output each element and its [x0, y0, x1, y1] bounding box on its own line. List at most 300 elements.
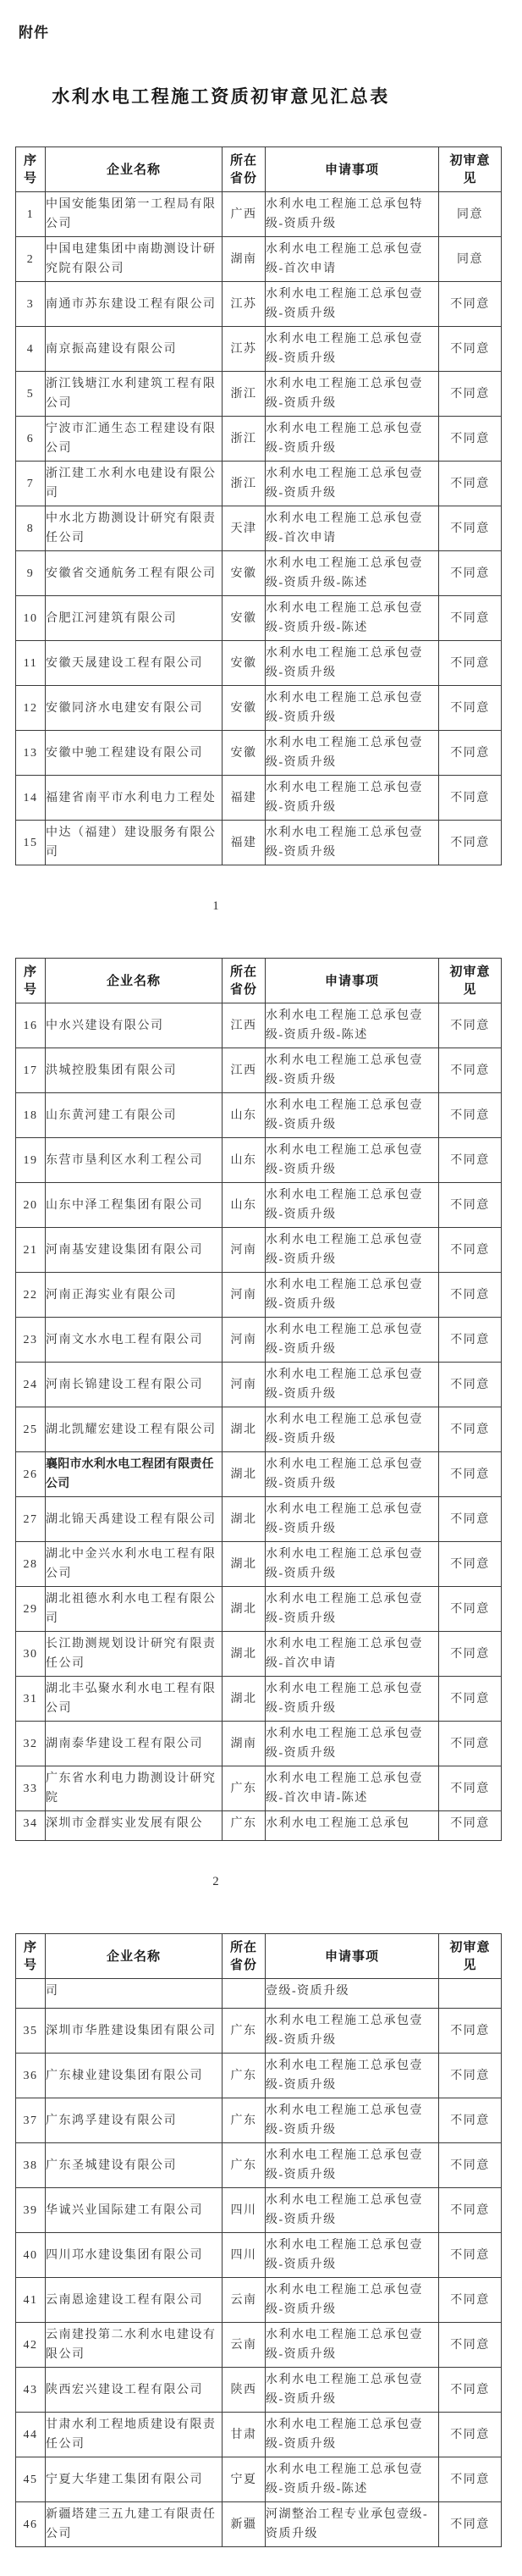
cell-province: 天津	[223, 506, 266, 551]
cell-matter: 水利水电工程施工总承包壹级-资质升级-陈述	[266, 551, 439, 596]
cell-matter: 水利水电工程施工总承包壹级-资质升级-陈述	[266, 596, 439, 641]
table-row	[16, 2098, 502, 2143]
cell-company: 云南建投第二水利水电建设有限公司	[46, 2323, 223, 2368]
cell-opinion: 不同意	[439, 1722, 502, 1766]
cell-no: 30	[16, 1632, 46, 1677]
cell-province: 山东	[223, 1183, 266, 1228]
cell-province: 河南	[223, 1318, 266, 1363]
cell-province: 安徽	[223, 686, 266, 731]
cell-opinion: 不同意	[439, 2502, 502, 2547]
cell-province: 湖北	[223, 1632, 266, 1677]
cell-matter: 水利水电工程施工总承包壹级-资质升级	[266, 1587, 439, 1632]
cell-company: 新疆塔建三五九建工有限责任公司	[46, 2502, 223, 2547]
cell-province: 福建	[223, 776, 266, 821]
cell-no: 19	[16, 1138, 46, 1183]
cell-opinion: 同意	[439, 192, 502, 237]
cell-company: 广东省水利电力勘测设计研究院	[46, 1766, 223, 1811]
cell-matter: 水利水电工程施工总承包壹级-资质升级	[266, 1497, 439, 1542]
cell-opinion: 不同意	[439, 1766, 502, 1811]
cell-opinion: 不同意	[439, 327, 502, 372]
cell-matter: 水利水电工程施工总承包壹级-资质升级	[266, 282, 439, 327]
column-header-matter: 申请事项	[266, 1934, 439, 1979]
cell-matter: 水利水电工程施工总承包壹级-资质升级	[266, 2009, 439, 2054]
cell-company: 福建省南平市水利电力工程处	[46, 776, 223, 821]
cell-province: 江西	[223, 1048, 266, 1093]
cell-matter: 水利水电工程施工总承包壹级-资质升级	[266, 2323, 439, 2368]
cell-matter: 水利水电工程施工总承包壹级-首次申请	[266, 1632, 439, 1677]
cell-company: 中达（福建）建设服务有限公司	[46, 821, 223, 865]
cell-no: 27	[16, 1497, 46, 1542]
cell-company: 广东圣城建设有限公司	[46, 2143, 223, 2188]
table-row	[16, 731, 502, 776]
cell-no: 6	[16, 417, 46, 462]
cell-no: 43	[16, 2368, 46, 2413]
table-row	[16, 417, 502, 462]
cell-no: 32	[16, 1722, 46, 1766]
cell-matter: 水利水电工程施工总承包壹级-资质升级	[266, 2278, 439, 2323]
table-row	[16, 1766, 502, 1811]
cell-company: 湖北中金兴水利水电工程有限公司	[46, 1542, 223, 1587]
cell-company: 中国安能集团第一工程局有限公司	[46, 192, 223, 237]
cell-opinion: 不同意	[439, 1677, 502, 1722]
cell-province: 湖北	[223, 1587, 266, 1632]
cell-no: 4	[16, 327, 46, 372]
cell-province: 四川	[223, 2233, 266, 2278]
cell-no: 14	[16, 776, 46, 821]
cell-company: 陕西宏兴建设工程有限公司	[46, 2368, 223, 2413]
cell-province: 湖北	[223, 1677, 266, 1722]
table-row	[16, 1632, 502, 1677]
document-body	[0, 146, 522, 2547]
cell-no: 31	[16, 1677, 46, 1722]
cell-company: 中水兴建设有限公司	[46, 1003, 223, 1048]
cell-matter: 水利水电工程施工总承包壹级-资质升级	[266, 821, 439, 865]
column-header-opinion: 初审意见	[439, 1934, 502, 1979]
cell-province: 江苏	[223, 282, 266, 327]
cell-no: 17	[16, 1048, 46, 1093]
table-row	[16, 1452, 502, 1497]
column-header-no: 序号	[16, 959, 46, 1003]
cell-no: 33	[16, 1766, 46, 1811]
cell-province: 浙江	[223, 372, 266, 417]
cell-no: 15	[16, 821, 46, 865]
cell-no: 12	[16, 686, 46, 731]
table-row	[16, 1542, 502, 1587]
cell-no: 7	[16, 462, 46, 506]
cell-matter: 水利水电工程施工总承包壹级-资质升级	[266, 776, 439, 821]
cell-company: 甘肃水利工程地质建设有限责任公司	[46, 2413, 223, 2457]
column-header-no: 序号	[16, 1934, 46, 1979]
table-row	[16, 2143, 502, 2188]
cell-company: 洪城控股集团有限公司	[46, 1048, 223, 1093]
column-header-company: 企业名称	[46, 1934, 223, 1979]
table-row	[16, 2323, 502, 2368]
cell-matter: 水利水电工程施工总承包壹级-资质升级	[266, 372, 439, 417]
cell-matter: 水利水电工程施工总承包壹级-资质升级	[266, 1048, 439, 1093]
table-row	[16, 821, 502, 865]
table-row	[16, 1093, 502, 1138]
cell-province: 新疆	[223, 2502, 266, 2547]
table-row	[16, 1363, 502, 1407]
cell-matter: 水利水电工程施工总承包壹级-资质升级	[266, 2413, 439, 2457]
cell-matter: 水利水电工程施工总承包壹级-资质升级	[266, 1228, 439, 1273]
column-header-company: 企业名称	[46, 959, 223, 1003]
cell-company: 深圳市金群实业发展有限公	[46, 1811, 223, 1841]
cell-no: 20	[16, 1183, 46, 1228]
cell-matter: 水利水电工程施工总承包壹级-资质升级	[266, 2368, 439, 2413]
cell-opinion: 不同意	[439, 731, 502, 776]
table-row	[16, 776, 502, 821]
table-row	[16, 2054, 502, 2098]
cell-matter: 水利水电工程施工总承包壹级-首次申请-陈述	[266, 1766, 439, 1811]
cell-no: 5	[16, 372, 46, 417]
cell-company: 安徽省交通航务工程有限公司	[46, 551, 223, 596]
cell-opinion	[439, 1979, 502, 2009]
cell-company: 安徽同济水电建安有限公司	[46, 686, 223, 731]
cell-matter: 水利水电工程施工总承包特级-资质升级	[266, 192, 439, 237]
table-row	[16, 462, 502, 506]
cell-opinion: 不同意	[439, 2413, 502, 2457]
cell-opinion: 不同意	[439, 1632, 502, 1677]
cell-no: 41	[16, 2278, 46, 2323]
cell-matter: 水利水电工程施工总承包壹级-资质升级	[266, 641, 439, 686]
cell-no: 40	[16, 2233, 46, 2278]
cell-province: 四川	[223, 2188, 266, 2233]
header-row	[16, 147, 502, 192]
cell-province: 广东	[223, 2054, 266, 2098]
cell-company: 山东中泽工程集团有限公司	[46, 1183, 223, 1228]
cell-company: 河南基安建设集团有限公司	[46, 1228, 223, 1273]
cell-province: 宁夏	[223, 2457, 266, 2502]
cell-opinion: 不同意	[439, 2009, 502, 2054]
table-row	[16, 1722, 502, 1766]
cell-opinion: 不同意	[439, 1318, 502, 1363]
cell-matter: 水利水电工程施工总承包壹级-资质升级	[266, 417, 439, 462]
cell-no: 38	[16, 2143, 46, 2188]
cell-province: 陕西	[223, 2368, 266, 2413]
cell-company: 云南恩途建设工程有限公司	[46, 2278, 223, 2323]
table-row	[16, 1183, 502, 1228]
table-row	[16, 2368, 502, 2413]
cell-company: 长江勘测规划设计研究有限责任公司	[46, 1632, 223, 1677]
cell-no: 29	[16, 1587, 46, 1632]
cell-matter: 水利水电工程施工总承包壹级-资质升级	[266, 1138, 439, 1183]
cell-province: 浙江	[223, 417, 266, 462]
cell-no: 42	[16, 2323, 46, 2368]
table-row	[16, 2502, 502, 2547]
column-header-matter: 申请事项	[266, 959, 439, 1003]
cell-province: 甘肃	[223, 2413, 266, 2457]
table-row	[16, 237, 502, 282]
cell-no: 39	[16, 2188, 46, 2233]
cell-province: 云南	[223, 2323, 266, 2368]
cell-company: 中国电建集团中南勘测设计研究院有限公司	[46, 237, 223, 282]
cell-opinion: 不同意	[439, 1183, 502, 1228]
cell-matter: 水利水电工程施工总承包壹级-资质升级-陈述	[266, 2457, 439, 2502]
cell-opinion: 不同意	[439, 2098, 502, 2143]
cell-matter: 水利水电工程施工总承包壹级-资质升级	[266, 1452, 439, 1497]
page-number: 1	[212, 899, 219, 913]
cell-opinion: 不同意	[439, 641, 502, 686]
cell-opinion: 同意	[439, 237, 502, 282]
cell-province: 河南	[223, 1228, 266, 1273]
cell-province: 广东	[223, 1811, 266, 1841]
cell-province: 江西	[223, 1003, 266, 1048]
cell-no: 9	[16, 551, 46, 596]
cell-matter: 水利水电工程施工总承包	[266, 1811, 439, 1841]
table-row	[16, 1979, 502, 2009]
column-header-province: 所在省份	[223, 1934, 266, 1979]
table-row	[16, 1228, 502, 1273]
cell-matter: 壹级-资质升级	[266, 1979, 439, 2009]
cell-company: 深圳市华胜建设集团有限公司	[46, 2009, 223, 2054]
cell-no: 28	[16, 1542, 46, 1587]
cell-province: 广东	[223, 1766, 266, 1811]
cell-matter: 水利水电工程施工总承包壹级-资质升级	[266, 1273, 439, 1318]
table-row	[16, 1048, 502, 1093]
cell-no: 21	[16, 1228, 46, 1273]
table-row	[16, 282, 502, 327]
table-row	[16, 1811, 502, 1841]
cell-opinion: 不同意	[439, 1497, 502, 1542]
cell-opinion: 不同意	[439, 2233, 502, 2278]
cell-opinion: 不同意	[439, 417, 502, 462]
cell-opinion: 不同意	[439, 1228, 502, 1273]
cell-opinion: 不同意	[439, 1587, 502, 1632]
table-row	[16, 596, 502, 641]
cell-company: 襄阳市水利水电工程团有限责任公司	[46, 1452, 223, 1497]
cell-opinion: 不同意	[439, 506, 502, 551]
table-row	[16, 641, 502, 686]
cell-matter: 水利水电工程施工总承包壹级-资质升级	[266, 1722, 439, 1766]
cell-matter: 水利水电工程施工总承包壹级-资质升级	[266, 1407, 439, 1452]
cell-company: 湖北丰弘聚水利水电工程有限公司	[46, 1677, 223, 1722]
table-row	[16, 1497, 502, 1542]
cell-opinion: 不同意	[439, 1048, 502, 1093]
cell-province: 湖北	[223, 1497, 266, 1542]
cell-company: 四川邛水建设集团有限公司	[46, 2233, 223, 2278]
cell-no: 13	[16, 731, 46, 776]
table-row	[16, 2413, 502, 2457]
cell-matter: 水利水电工程施工总承包壹级-资质升级	[266, 1183, 439, 1228]
header-row	[16, 1934, 502, 1979]
table-row	[16, 686, 502, 731]
table-row	[16, 551, 502, 596]
cell-province: 湖北	[223, 1542, 266, 1587]
cell-matter: 水利水电工程施工总承包壹级-首次申请	[266, 237, 439, 282]
cell-company: 湖北祖德水利水电工程有限公司	[46, 1587, 223, 1632]
column-header-opinion: 初审意见	[439, 959, 502, 1003]
cell-company: 河南文水水电工程有限公司	[46, 1318, 223, 1363]
cell-province: 山东	[223, 1138, 266, 1183]
cell-province: 河南	[223, 1273, 266, 1318]
cell-province: 广西	[223, 192, 266, 237]
cell-company: 湖北锦天禹建设工程有限公司	[46, 1497, 223, 1542]
cell-matter: 水利水电工程施工总承包壹级-资质升级	[266, 2188, 439, 2233]
cell-province: 浙江	[223, 462, 266, 506]
table-page-section	[0, 146, 522, 914]
cell-matter: 水利水电工程施工总承包壹级-首次申请	[266, 506, 439, 551]
cell-province: 安徽	[223, 731, 266, 776]
cell-matter: 水利水电工程施工总承包壹级-资质升级	[266, 2054, 439, 2098]
cell-company: 南通市苏东建设工程有限公司	[46, 282, 223, 327]
cell-no: 34	[16, 1811, 46, 1841]
table-row	[16, 1407, 502, 1452]
cell-company: 河南长锦建设工程有限公司	[46, 1363, 223, 1407]
cell-opinion: 不同意	[439, 2368, 502, 2413]
cell-province: 广东	[223, 2098, 266, 2143]
cell-company: 中水北方勘测设计研究有限责任公司	[46, 506, 223, 551]
cell-opinion: 不同意	[439, 1003, 502, 1048]
cell-company: 安徽天晟建设工程有限公司	[46, 641, 223, 686]
cell-opinion: 不同意	[439, 1452, 502, 1497]
cell-matter: 水利水电工程施工总承包壹级-资质升级	[266, 1318, 439, 1363]
cell-no: 25	[16, 1407, 46, 1452]
cell-company: 浙江建工水利水电建设有限公司	[46, 462, 223, 506]
cell-company: 山东黄河建工有限公司	[46, 1093, 223, 1138]
cell-no: 23	[16, 1318, 46, 1363]
cell-province: 山东	[223, 1093, 266, 1138]
cell-no: 8	[16, 506, 46, 551]
table-row	[16, 2188, 502, 2233]
table-page-section	[0, 1933, 522, 2547]
cell-company: 湖南泰华建设工程有限公司	[46, 1722, 223, 1766]
column-header-company: 企业名称	[46, 147, 223, 192]
cell-matter: 河湖整治工程专业承包壹级-资质升级	[266, 2502, 439, 2547]
table-row	[16, 506, 502, 551]
cell-company: 广东棣业建设集团有限公司	[46, 2054, 223, 2098]
header-row	[16, 959, 502, 1003]
cell-province: 湖北	[223, 1407, 266, 1452]
cell-province: 湖南	[223, 237, 266, 282]
summary-table	[15, 146, 502, 865]
cell-no: 46	[16, 2502, 46, 2547]
cell-opinion: 不同意	[439, 596, 502, 641]
table-row	[16, 1273, 502, 1318]
cell-company: 广东鸿孚建设有限公司	[46, 2098, 223, 2143]
cell-province: 福建	[223, 821, 266, 865]
table-row	[16, 372, 502, 417]
cell-opinion: 不同意	[439, 2054, 502, 2098]
cell-matter: 水利水电工程施工总承包壹级-资质升级	[266, 2143, 439, 2188]
cell-no: 37	[16, 2098, 46, 2143]
cell-no: 16	[16, 1003, 46, 1048]
table-row	[16, 1138, 502, 1183]
cell-opinion: 不同意	[439, 2323, 502, 2368]
table-row	[16, 1677, 502, 1722]
cell-company: 司	[46, 1979, 223, 2009]
table-row	[16, 2009, 502, 2054]
cell-province: 江苏	[223, 327, 266, 372]
page-title: 水利水电工程施工资质初审意见汇总表	[52, 87, 390, 107]
cell-opinion: 不同意	[439, 1542, 502, 1587]
column-header-matter: 申请事项	[266, 147, 439, 192]
cell-no: 45	[16, 2457, 46, 2502]
cell-company: 浙江钱塘江水利建筑工程有限公司	[46, 372, 223, 417]
cell-no: 18	[16, 1093, 46, 1138]
cell-company: 宁波市汇通生态工程建设有限公司	[46, 417, 223, 462]
cell-opinion: 不同意	[439, 282, 502, 327]
cell-no: 11	[16, 641, 46, 686]
cell-matter: 水利水电工程施工总承包壹级-资质升级-陈述	[266, 1003, 439, 1048]
cell-opinion: 不同意	[439, 821, 502, 865]
cell-company: 湖北凯耀宏建设工程有限公司	[46, 1407, 223, 1452]
cell-matter: 水利水电工程施工总承包壹级-资质升级	[266, 327, 439, 372]
cell-province: 安徽	[223, 596, 266, 641]
cell-matter: 水利水电工程施工总承包壹级-资质升级	[266, 1542, 439, 1587]
cell-opinion: 不同意	[439, 462, 502, 506]
cell-matter: 水利水电工程施工总承包壹级-资质升级	[266, 731, 439, 776]
cell-opinion: 不同意	[439, 551, 502, 596]
table-row	[16, 327, 502, 372]
cell-company: 华诚兴业国际建工有限公司	[46, 2188, 223, 2233]
cell-opinion: 不同意	[439, 372, 502, 417]
cell-province: 广东	[223, 2009, 266, 2054]
cell-opinion: 不同意	[439, 1093, 502, 1138]
cell-province: 安徽	[223, 551, 266, 596]
cell-province	[223, 1979, 266, 2009]
cell-opinion: 不同意	[439, 2188, 502, 2233]
cell-no: 44	[16, 2413, 46, 2457]
cell-company: 宁夏大华建工集团有限公司	[46, 2457, 223, 2502]
cell-opinion: 不同意	[439, 776, 502, 821]
cell-province: 安徽	[223, 641, 266, 686]
cell-matter: 水利水电工程施工总承包壹级-资质升级	[266, 686, 439, 731]
cell-matter: 水利水电工程施工总承包壹级-资质升级	[266, 2098, 439, 2143]
cell-matter: 水利水电工程施工总承包壹级-资质升级	[266, 2233, 439, 2278]
cell-opinion: 不同意	[439, 2278, 502, 2323]
table-row	[16, 2233, 502, 2278]
table-row	[16, 2278, 502, 2323]
table-row	[16, 192, 502, 237]
cell-matter: 水利水电工程施工总承包壹级-资质升级	[266, 1363, 439, 1407]
cell-province: 湖北	[223, 1452, 266, 1497]
cell-matter: 水利水电工程施工总承包壹级-资质升级	[266, 1677, 439, 1722]
cell-matter: 水利水电工程施工总承包壹级-资质升级	[266, 462, 439, 506]
cell-opinion: 不同意	[439, 1407, 502, 1452]
summary-table	[15, 1933, 502, 2547]
cell-province: 广东	[223, 2143, 266, 2188]
column-header-opinion: 初审意见	[439, 147, 502, 192]
cell-company: 安徽中驰工程建设有限公司	[46, 731, 223, 776]
cell-no: 22	[16, 1273, 46, 1318]
cell-no: 3	[16, 282, 46, 327]
table-row	[16, 1318, 502, 1363]
cell-no: 1	[16, 192, 46, 237]
table-row	[16, 1003, 502, 1048]
cell-company: 合肥江河建筑有限公司	[46, 596, 223, 641]
cell-opinion: 不同意	[439, 2143, 502, 2188]
cell-no: 36	[16, 2054, 46, 2098]
column-header-province: 所在省份	[223, 959, 266, 1003]
cell-province: 云南	[223, 2278, 266, 2323]
page-number: 2	[212, 1875, 219, 1888]
cell-opinion: 不同意	[439, 1363, 502, 1407]
cell-matter: 水利水电工程施工总承包壹级-资质升级	[266, 1093, 439, 1138]
cell-no: 10	[16, 596, 46, 641]
cell-company: 河南正海实业有限公司	[46, 1273, 223, 1318]
cell-no: 2	[16, 237, 46, 282]
summary-table	[15, 958, 502, 1841]
cell-no	[16, 1979, 46, 2009]
cell-no: 24	[16, 1363, 46, 1407]
cell-opinion: 不同意	[439, 1811, 502, 1841]
column-header-no: 序号	[16, 147, 46, 192]
cell-province: 湖南	[223, 1722, 266, 1766]
cell-opinion: 不同意	[439, 1138, 502, 1183]
table-page-section	[0, 958, 522, 1889]
attachment-label: 附件	[19, 25, 49, 41]
